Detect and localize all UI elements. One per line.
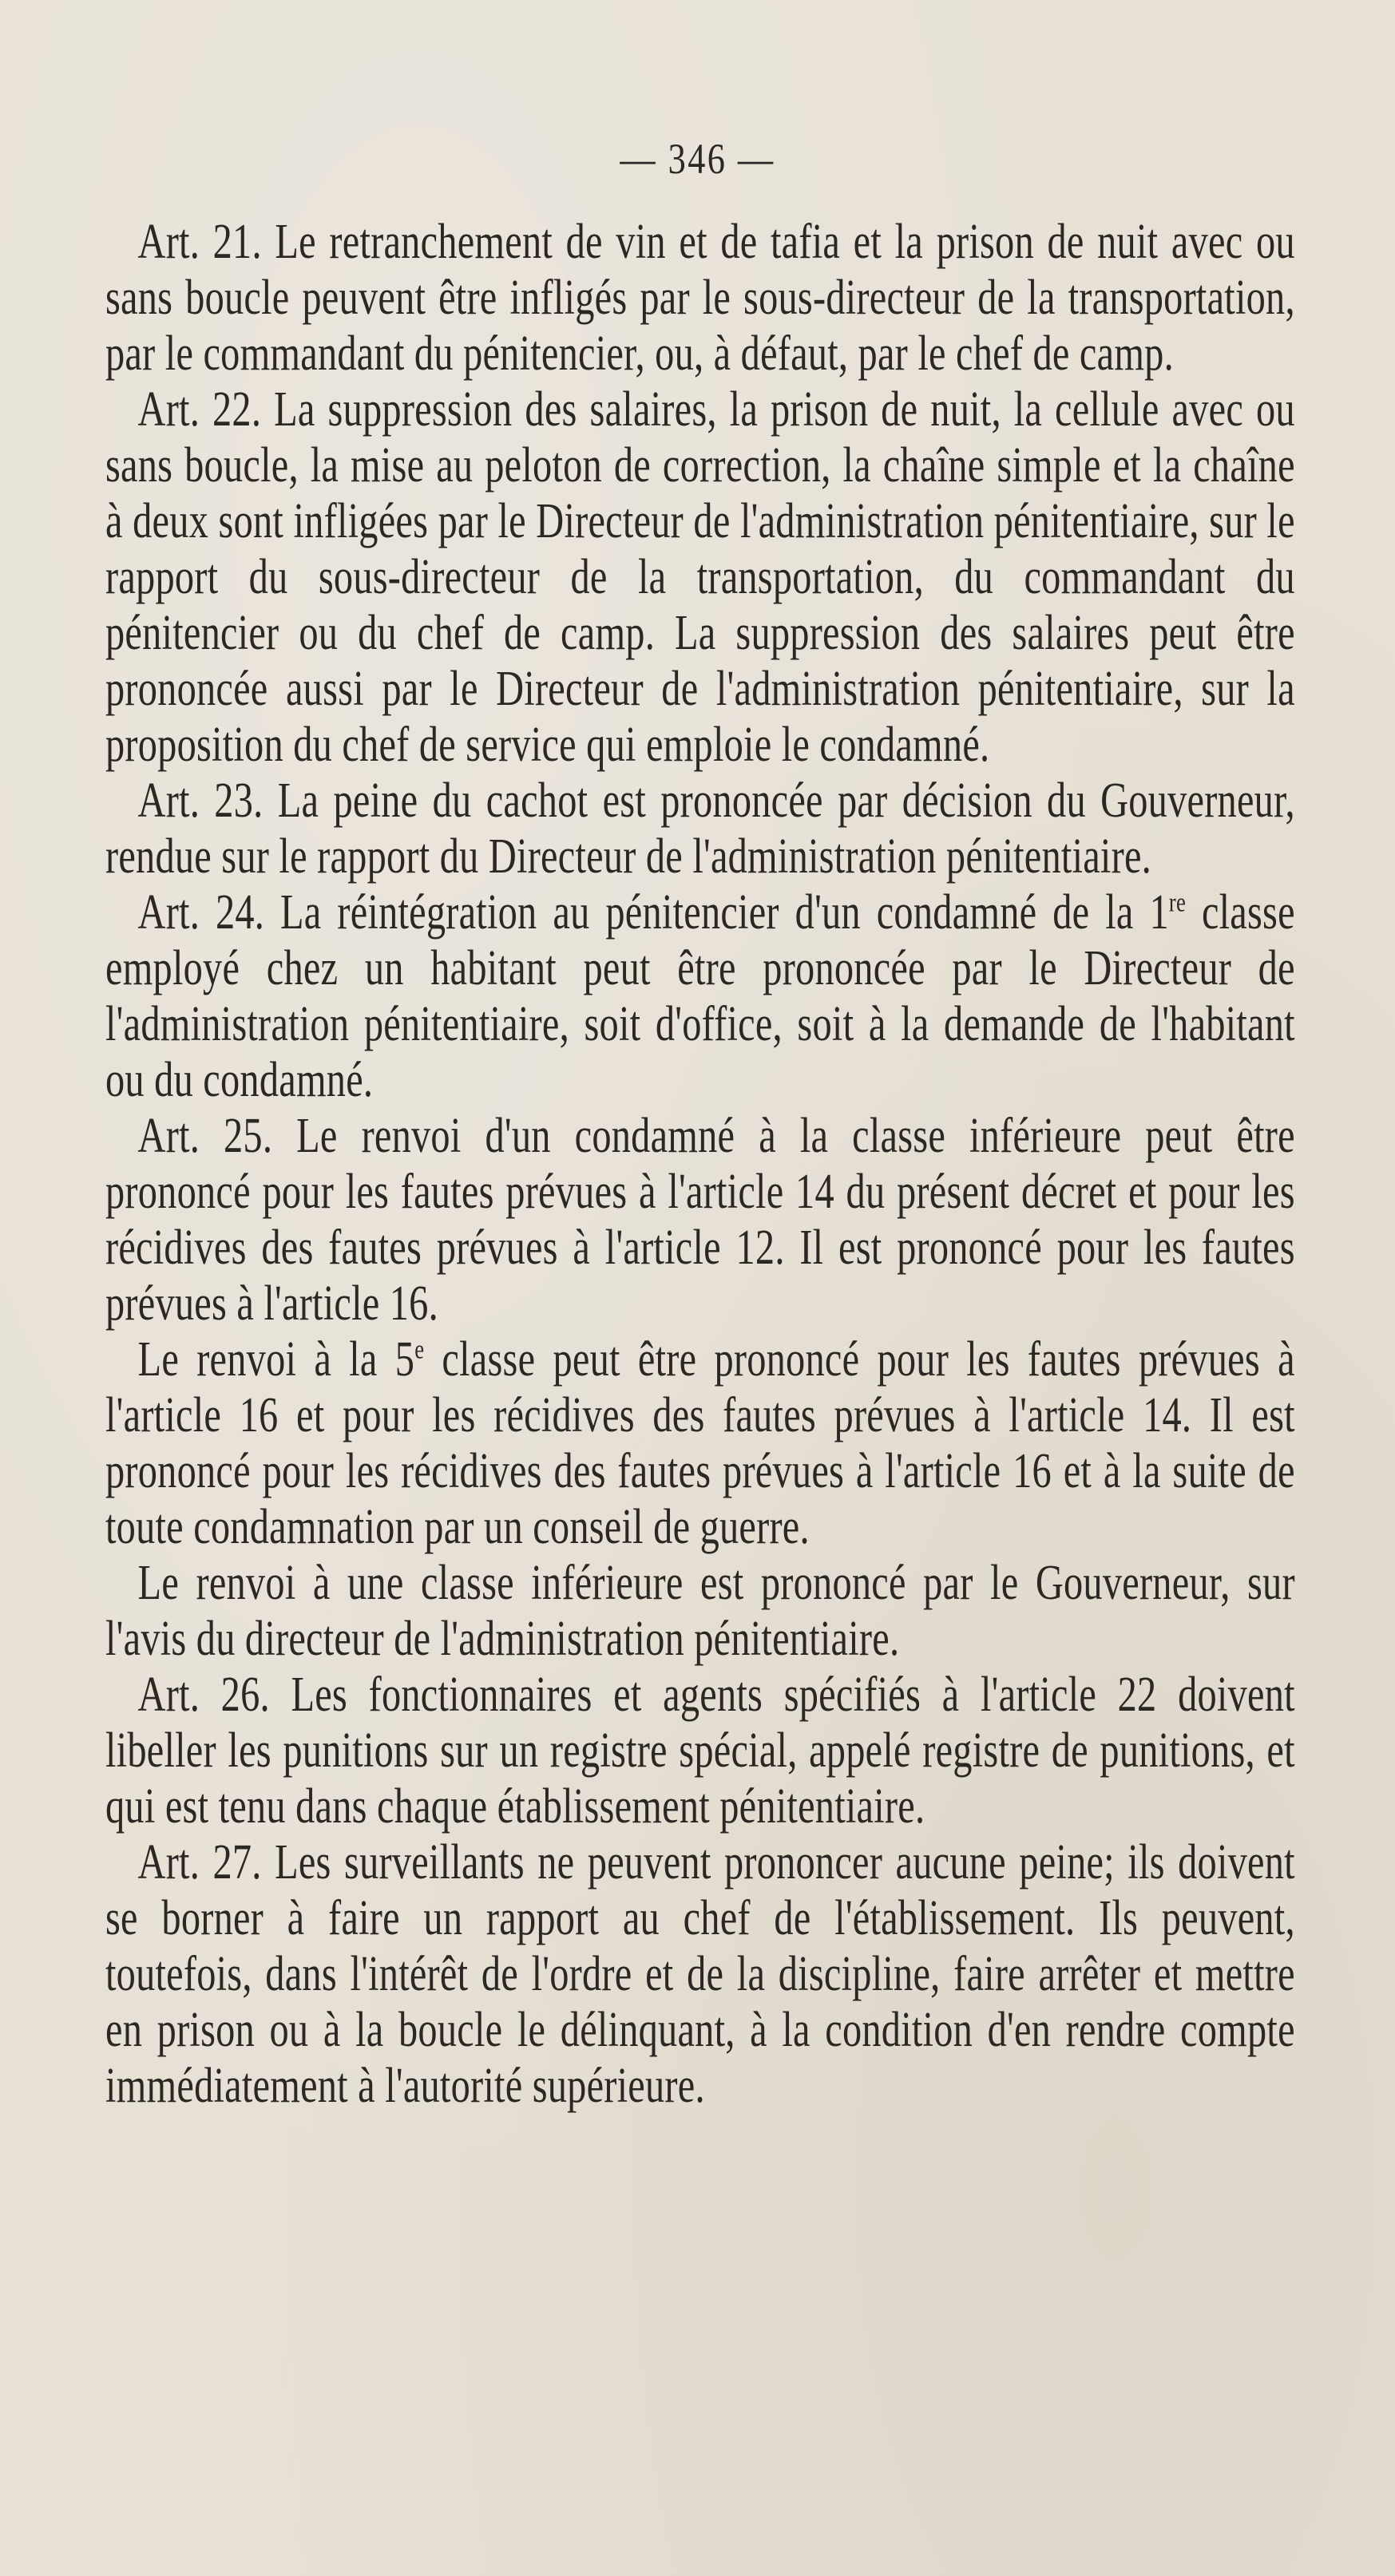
article-label: Art. 23.: [137, 774, 264, 828]
article-text: Le renvoi d'un condamné à la classe inférieure peut être prononcé pour les fautes prévues à l'article 14 du présent décret et pour les récidives des fautes prévues à l'article 12. Il est prononcé pour les fautes prévues à l'article 16.: [105, 1109, 1295, 1331]
article-25-paragraph-2: [105, 1332, 1295, 1555]
article-text: classe employé chez un habitant peut être prononcée par le Directeur de l'administration pénitentiaire, soit d'office, soit à la demande de l'habitant ou du condamné.: [105, 885, 1295, 1107]
article-label: Art. 27.: [137, 1835, 262, 1889]
article-25: [105, 1108, 1295, 1332]
article-label: Art. 21.: [137, 215, 262, 269]
article-26: [105, 1667, 1295, 1834]
article-text: Les surveillants ne peuvent prononcer aucune peine; ils doivent se borner à faire un rapport au chef de l'établissement. Ils peuvent, toutefois, dans l'intérêt de l'ordre et de la discipline, faire arrêter et mettre en prison ou à la boucle le délinquant, à la condition d'en rendre compte immédiatement à l'autorité supérieure.: [105, 1835, 1295, 2113]
article-27: [105, 1834, 1295, 2114]
article-22: [105, 382, 1295, 773]
article-text: La réintégration au pénitencier d'un condamné de la 1: [264, 885, 1169, 940]
article-text: Les fonctionnaires et agents spécifiés à l'article 22 doivent libeller les punitions sur un registre spécial, appelé registre de punitions, et qui est tenu dans chaque établissement pénitentiaire.: [105, 1668, 1295, 1834]
article-text: La peine du cachot est prononcée par décision du Gouverneur, rendue sur le rapport du Directeur de l'administration pénitentiaire.: [105, 774, 1295, 884]
ordinal-superscript: e: [414, 1335, 425, 1365]
ordinal-superscript: re: [1168, 888, 1187, 918]
article-text: classe peut être prononcé pour les fautes prévues à l'article 16 et pour les récidives des fautes prévues à l'article 14. Il est prononcé pour les récidives des fautes prévues à l'article 16 et à la suite de toute condamnation par un conseil de guerre.: [105, 1332, 1295, 1554]
article-text: La suppression des salaires, la prison de nuit, la cellule avec ou sans boucle, la mise au peloton de correction, la chaîne simple et la chaîne à deux sont infligées par le Directeur de l'administration pénitentiaire, sur le rapport du sous-directeur de la transportation, du commandant du pénitencier ou du chef de camp. La suppression des salaires peut être prononcée aussi par le Directeur de l'administration pénitentiaire, sur la proposition du chef de service qui emploie le condamné.: [105, 382, 1295, 772]
article-23: [105, 773, 1295, 884]
text-body: [105, 214, 1295, 2114]
article-label: Art. 22.: [137, 382, 262, 437]
article-25-paragraph-3: [105, 1555, 1295, 1667]
page-number: — 346 —: [620, 135, 775, 183]
article-text: Le renvoi à la 5: [137, 1332, 415, 1387]
article-label: Art. 25.: [137, 1109, 273, 1163]
article-label: Art. 26.: [137, 1668, 270, 1722]
article-label: Art. 24.: [137, 885, 265, 940]
article-24: [105, 884, 1295, 1108]
article-21: [105, 214, 1295, 382]
article-text: Le renvoi à une classe inférieure est prononcé par le Gouverneur, sur l'avis du directeur de l'administration pénitentiaire.: [105, 1556, 1295, 1666]
article-text: Le retranchement de vin et de tafia et la prison de nuit avec ou sans boucle peuvent être infligés par le sous-directeur de la transportation, par le commandant du pénitencier, ou, à défaut, par le chef de camp.: [105, 215, 1295, 381]
